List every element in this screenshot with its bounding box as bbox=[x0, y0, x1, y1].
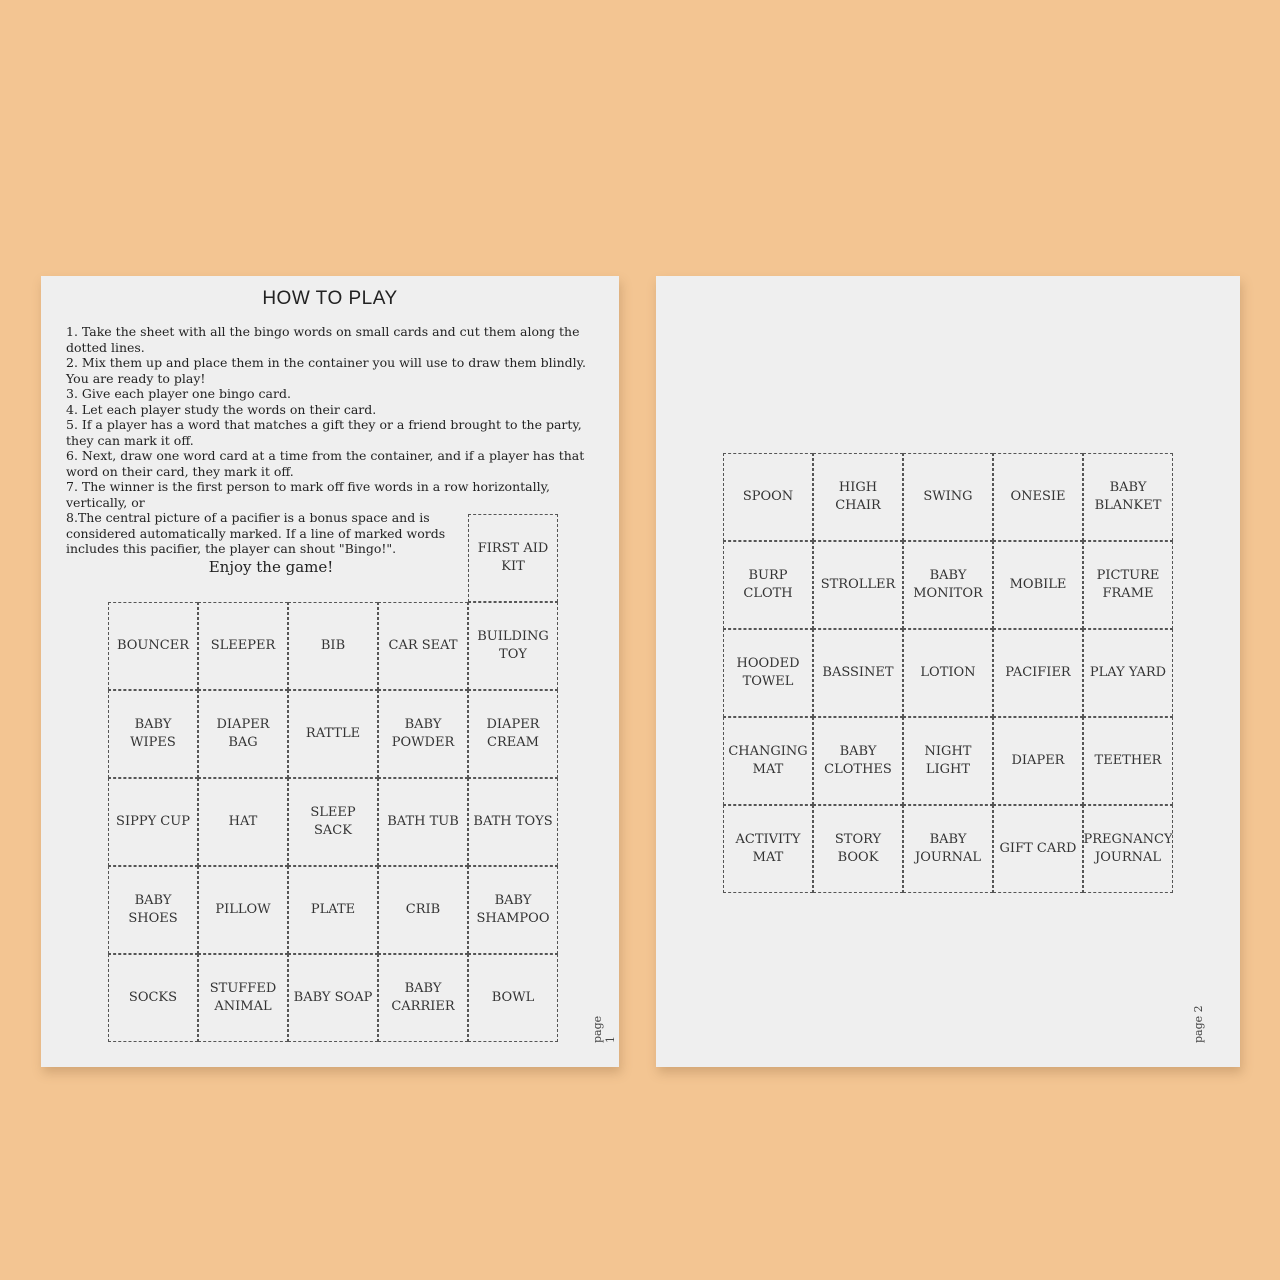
bingo-sheet-page-2 bbox=[656, 276, 1240, 1067]
bingo-cell: BABY POWDER bbox=[378, 690, 468, 778]
bingo-cell: BABY CLOTHES bbox=[813, 717, 903, 805]
bingo-cell: BABY WIPES bbox=[108, 690, 198, 778]
page-number-label: page 1 bbox=[591, 1015, 617, 1043]
bingo-cell: BIB bbox=[288, 602, 378, 690]
bingo-cell: MOBILE bbox=[993, 541, 1083, 629]
bingo-sheet-page-1 bbox=[41, 276, 619, 1067]
bingo-cell: CRIB bbox=[378, 866, 468, 954]
bingo-cell: BABY SHOES bbox=[108, 866, 198, 954]
extra-word-card: FIRST AID KIT bbox=[468, 514, 558, 602]
bingo-cell: SOCKS bbox=[108, 954, 198, 1042]
instruction-item: 5. If a player has a word that matches a gift they or a friend brought to the party, they can mark it off. bbox=[66, 417, 582, 448]
instruction-item: 3. Give each player one bingo card. bbox=[66, 386, 291, 401]
bingo-cell: BABY JOURNAL bbox=[903, 805, 993, 893]
bingo-cell: DIAPER CREAM bbox=[468, 690, 558, 778]
bingo-cell: BUILDING TOY bbox=[468, 602, 558, 690]
instruction-item: 2. Mix them up and place them in the container you will use to draw them blindly. You are ready to play! bbox=[66, 355, 587, 386]
bingo-cell: DIAPER bbox=[993, 717, 1083, 805]
bingo-cell: STORY BOOK bbox=[813, 805, 903, 893]
bingo-cell: SLEEP SACK bbox=[288, 778, 378, 866]
bingo-cell: ONESIE bbox=[993, 453, 1083, 541]
bingo-cell: SLEEPER bbox=[198, 602, 288, 690]
how-to-play-title: HOW TO PLAY bbox=[262, 288, 398, 309]
bingo-cell: SIPPY CUP bbox=[108, 778, 198, 866]
enjoy-message: Enjoy the game! bbox=[208, 558, 334, 576]
bingo-cell: DIAPER BAG bbox=[198, 690, 288, 778]
bingo-cell: HOODED TOWEL bbox=[723, 629, 813, 717]
bingo-cell: PREGNANCY JOURNAL bbox=[1083, 805, 1173, 893]
bingo-cell: NIGHT LIGHT bbox=[903, 717, 993, 805]
instruction-item: 1. Take the sheet with all the bingo words on small cards and cut them along the dotted lines. bbox=[66, 324, 580, 355]
bingo-cell: BATH TOYS bbox=[468, 778, 558, 866]
instruction-item: 7. The winner is the first person to mark off five words in a row horizontally, vertically, or bbox=[66, 479, 550, 510]
bingo-cell: PACIFIER bbox=[993, 629, 1083, 717]
bingo-cell: BABY SHAMPOO bbox=[468, 866, 558, 954]
page-number-label: page 2 bbox=[1192, 1005, 1205, 1043]
instruction-item: 4. Let each player study the words on their card. bbox=[66, 401, 377, 417]
bingo-cell: PLATE bbox=[288, 866, 378, 954]
bingo-cell: CAR SEAT bbox=[378, 602, 468, 690]
bingo-cell: RATTLE bbox=[288, 690, 378, 778]
bingo-cell: GIFT CARD bbox=[993, 805, 1083, 893]
bingo-cell: ACTIVITY MAT bbox=[723, 805, 813, 893]
bingo-cell: BOUNCER bbox=[108, 602, 198, 690]
bingo-cell: BABY CARRIER bbox=[378, 954, 468, 1042]
bingo-cell: PLAY YARD bbox=[1083, 629, 1173, 717]
bingo-cell: BABY SOAP bbox=[288, 954, 378, 1042]
bingo-cell: BASSINET bbox=[813, 629, 903, 717]
bingo-cell: LOTION bbox=[903, 629, 993, 717]
bingo-cell: STUFFED ANIMAL bbox=[198, 954, 288, 1042]
bingo-cell: BABY BLANKET bbox=[1083, 453, 1173, 541]
bingo-cell: BURP CLOTH bbox=[723, 541, 813, 629]
bingo-cell: HAT bbox=[198, 778, 288, 866]
bingo-cell: HIGH CHAIR bbox=[813, 453, 903, 541]
bingo-cell: SWING bbox=[903, 453, 993, 541]
instruction-item: 6. Next, draw one word card at a time from the container, and if a player has that word on their card, they mark it off. bbox=[66, 448, 585, 479]
instruction-item: 8.The central picture of a pacifier is a bonus space and is considered automatically marked. If a line of marked words includes this pacifier, the player can shout "Bingo!". bbox=[66, 510, 446, 556]
bingo-cell: TEETHER bbox=[1083, 717, 1173, 805]
bingo-cell: BABY MONITOR bbox=[903, 541, 993, 629]
bingo-cell: BATH TUB bbox=[378, 778, 468, 866]
bingo-cell: SPOON bbox=[723, 453, 813, 541]
bingo-cell: PILLOW bbox=[198, 866, 288, 954]
bingo-cell: BOWL bbox=[468, 954, 558, 1042]
bingo-cell: PICTURE FRAME bbox=[1083, 541, 1173, 629]
bingo-cell: STROLLER bbox=[813, 541, 903, 629]
bingo-cell: CHANGING MAT bbox=[723, 717, 813, 805]
